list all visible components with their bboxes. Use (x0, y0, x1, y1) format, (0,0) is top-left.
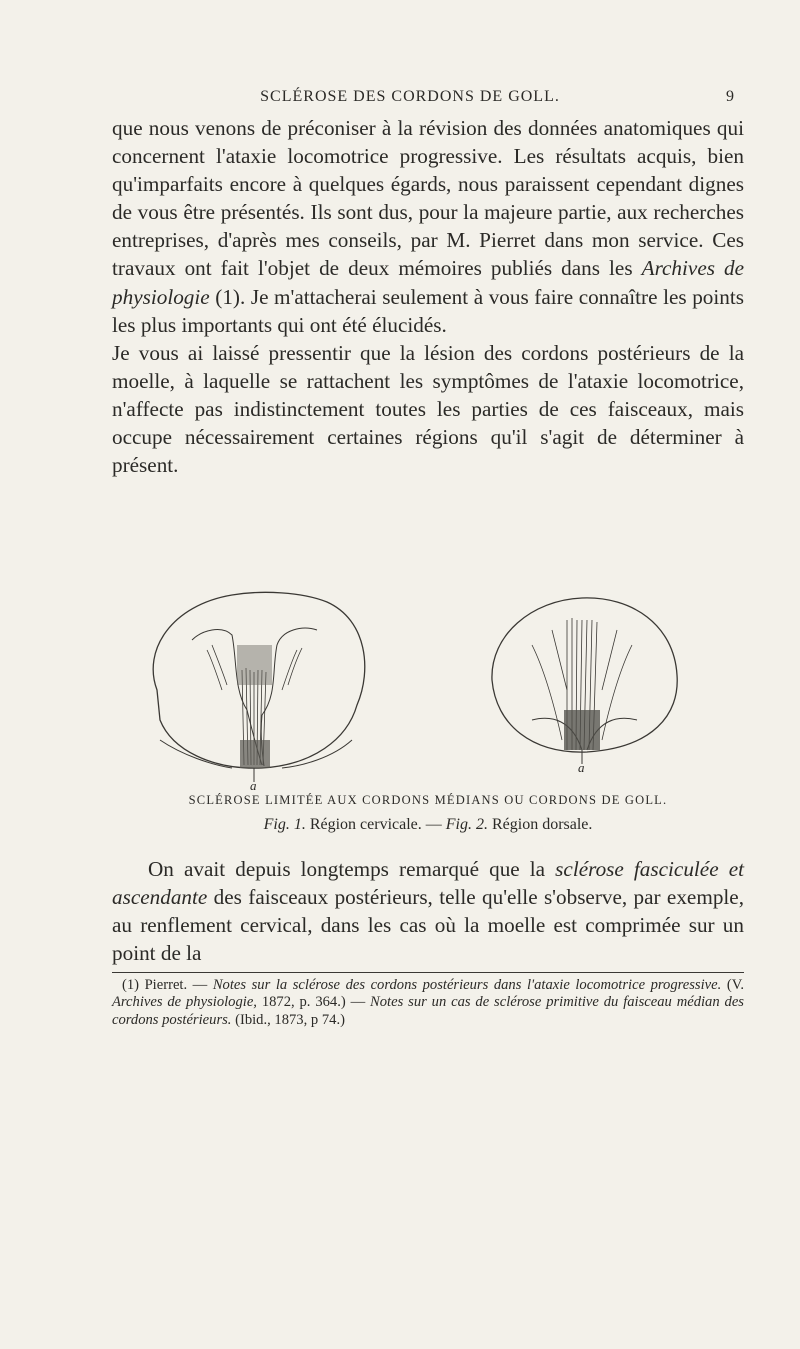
running-head: SCLÉROSE DES CORDONS DE GOLL. (260, 88, 560, 105)
paragraph-3-text-b: des faisceaux postérieurs, telle qu'elle s'observe, par exemple, au renflement cervical, dans les cas où la moelle est comprimée sur un point de la (112, 885, 744, 966)
fig1-text: Région cervicale. — (305, 816, 446, 833)
paragraph-2: Je vous ai laissé pressentir que la lésion des cordons postérieurs de la moelle, à laquelle se rattachent les symptômes de l'ataxie locomotrice, n'affecte pas indistinctement toutes les parties de ces faisceaux, mais occupe nécessairement certaines régions qu'il s'agit de déterminer à présent. (112, 340, 744, 478)
paragraph-3-italic: sclérose fasciculée et ascendante (112, 857, 744, 910)
fig1-label: Fig. 1. (263, 816, 306, 833)
fig2-text: Région dorsale. (487, 816, 593, 833)
body-text (112, 114, 744, 479)
page-number: 9 (726, 88, 734, 105)
paragraph-1 (112, 114, 744, 339)
footnote-rule (112, 972, 744, 973)
footnote-1 (112, 977, 744, 1029)
footnote-lead: (1) Pierret. — (122, 977, 213, 993)
figure-2-dorsal (492, 598, 677, 764)
paragraph-1-text-b: (1). Je m'attacherai seulement à vous faire connaître les points les plus importants qui ont été élucidés. (112, 284, 744, 337)
footnote-mid: (V. (721, 977, 745, 993)
paragraph-1-text-a: que nous venons de préconiser à la révision des données anatomiques qui concernent l'ataxie locomotrice progressive. Les résultats acquis, bien qu'imparfaits encore à quelques égards, nous paraissent cependant dignes de vous être présentés. Ils sont dus, pour la majeure partie, aux recherches entreprises, d'après mes conseils, par M. Pierret dans mon service. Ces travaux ont fait l'objet de deux mémoires publiés dans les (112, 116, 744, 281)
body-text-2 (112, 855, 744, 967)
footnote-italic-3: Notes sur un cas de sclérose primitive du faisceau médian des cordons postérieurs. (112, 994, 744, 1028)
paragraph-3-text-a: On avait depuis longtemps remarqué que la (148, 857, 556, 881)
figure-2-label-a: a (578, 760, 585, 775)
footnote-tail: (Ibid., 1873, p 74.) (231, 1011, 345, 1028)
paragraph-1-italic: Archives de physiologie (112, 256, 745, 309)
footnote-italic-2: Archives de physiologie, (112, 994, 257, 1011)
figure-1-label-a: a (250, 778, 257, 790)
figure-caption-title: SCLÉROSE LIMITÉE AUX CORDONS MÉDIANS OU CORDONS DE GOLL. (188, 793, 668, 807)
fig2-label: Fig. 2. (445, 816, 488, 833)
figure-caption-subtitle (112, 816, 744, 834)
figure-1-cervical (153, 592, 365, 782)
figure-spinal-cord-sections (112, 590, 744, 790)
footnote-mid-2: 1872, p. 364.) — (256, 994, 371, 1011)
footnote (112, 977, 744, 1029)
footnote-italic-1: Notes sur la sclérose des cordons postérieurs dans l'ataxie locomotrice progressive. (212, 977, 722, 993)
paragraph-3 (112, 855, 744, 967)
